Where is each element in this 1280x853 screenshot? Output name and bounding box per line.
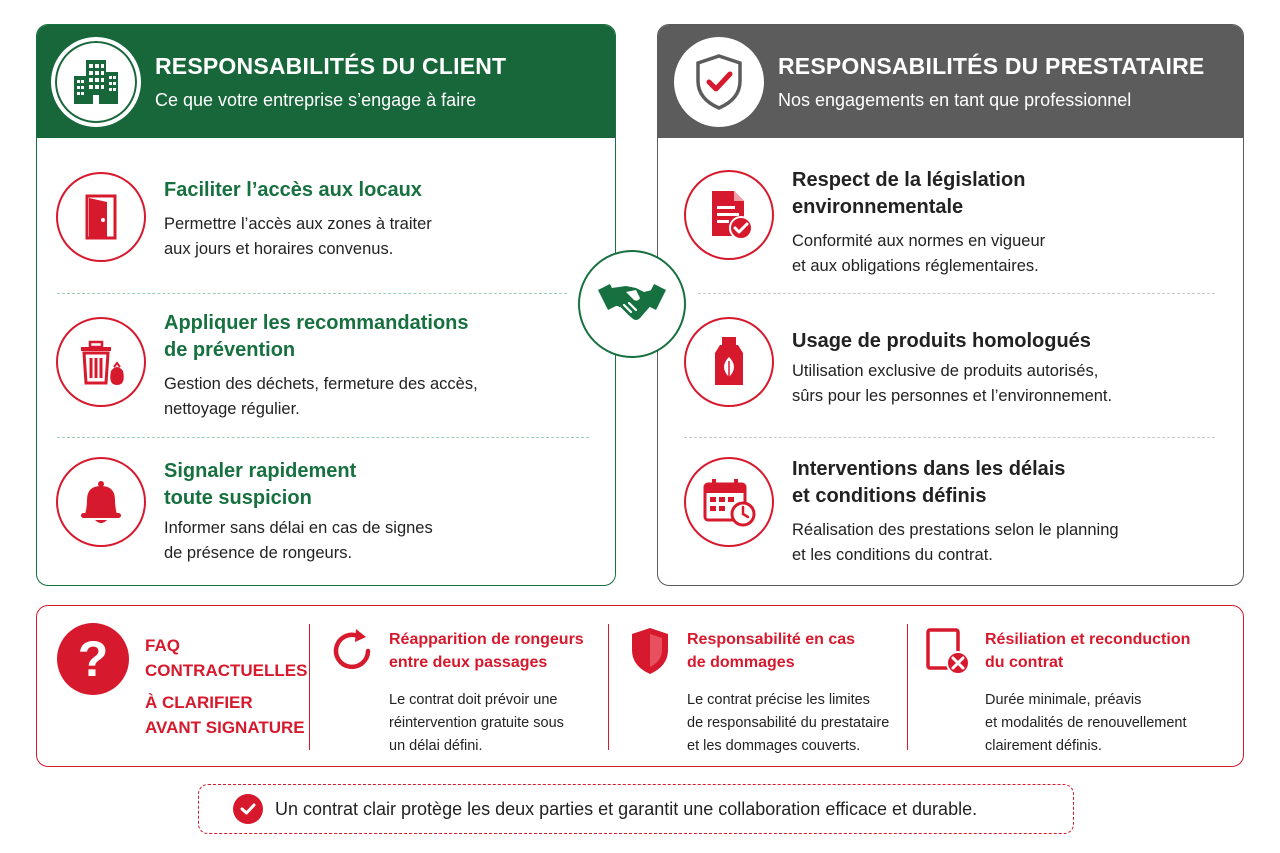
faq-separator bbox=[309, 624, 310, 750]
prestataire-item-desc-line: Réalisation des prestations selon le planning bbox=[792, 521, 1119, 539]
faq-item-desc-line: réintervention gratuite sous bbox=[389, 715, 564, 731]
faq-item-desc-line: Durée minimale, préavis bbox=[985, 692, 1142, 708]
prestataire-item-desc-line: sûrs pour les personnes et l’environnement. bbox=[792, 387, 1113, 405]
faq-item-desc-line: de responsabilité du prestataire bbox=[687, 715, 890, 731]
client-item-title: Appliquer les recommandations bbox=[164, 312, 469, 334]
door-icon bbox=[56, 172, 146, 262]
faq-subtitle: AVANT SIGNATURE bbox=[145, 718, 305, 737]
prestataire-item-desc-line: Utilisation exclusive de produits autorisés, bbox=[792, 362, 1099, 380]
faq-item-title: Réapparition de rongeurs bbox=[389, 631, 584, 648]
divider bbox=[57, 437, 589, 438]
faq-item-termination bbox=[923, 624, 1223, 754]
client-header bbox=[37, 25, 615, 138]
divider bbox=[698, 293, 1215, 294]
faq-separator bbox=[608, 624, 609, 750]
prestataire-item-title: Interventions dans les délais bbox=[792, 458, 1066, 480]
client-item-desc-line: Informer sans délai en cas de signes bbox=[164, 519, 433, 537]
refresh-icon bbox=[327, 626, 377, 676]
client-panel bbox=[36, 24, 616, 586]
prestataire-item-desc-line: et aux obligations réglementaires. bbox=[792, 257, 1039, 275]
divider bbox=[57, 293, 567, 294]
calendar-clock-icon bbox=[684, 457, 774, 547]
shield-icon bbox=[625, 626, 675, 676]
bell-icon bbox=[56, 457, 146, 547]
prestataire-header bbox=[658, 25, 1243, 138]
faq-item-title: Résiliation et reconduction bbox=[985, 631, 1191, 648]
divider bbox=[684, 437, 1215, 438]
check-circle-icon bbox=[233, 794, 263, 824]
faq-item-title: entre deux passages bbox=[389, 654, 548, 671]
prestataire-item-desc-line: Conformité aux normes en vigueur bbox=[792, 232, 1046, 250]
footer-note bbox=[198, 784, 1074, 834]
faq-item-desc-line: un délai défini. bbox=[389, 738, 483, 754]
prestataire-item-title: environnementale bbox=[792, 196, 964, 218]
client-item-desc-line: de présence de rongeurs. bbox=[164, 544, 353, 562]
handshake-icon bbox=[578, 250, 686, 358]
shield-check-icon bbox=[674, 37, 764, 127]
faq-header bbox=[57, 623, 327, 748]
client-item-title: Faciliter l’accès aux locaux bbox=[164, 179, 422, 201]
faq-item-title: du contrat bbox=[985, 654, 1064, 671]
building-icon bbox=[51, 37, 141, 127]
faq-item-damages bbox=[625, 624, 915, 754]
faq-item-desc-line: Le contrat précise les limites bbox=[687, 692, 870, 708]
faq-item-desc-line: et modalités de renouvellement bbox=[985, 715, 1187, 731]
client-item-desc-line: aux jours et horaires convenus. bbox=[164, 240, 394, 258]
faq-item-desc-line: et les dommages couverts. bbox=[687, 738, 861, 754]
client-item-desc-line: nettoyage régulier. bbox=[164, 400, 300, 418]
client-item-title: Signaler rapidement bbox=[164, 460, 357, 482]
prestataire-item-title: Respect de la législation bbox=[792, 169, 1026, 191]
faq-item-reappearance bbox=[327, 624, 617, 754]
question-icon: ? bbox=[57, 623, 129, 695]
prestataire-panel bbox=[657, 24, 1244, 586]
prestataire-item-title: Usage de produits homologués bbox=[792, 330, 1091, 352]
faq-item-title: Responsabilité en cas bbox=[687, 631, 856, 648]
faq-item-desc-line: clairement définis. bbox=[985, 738, 1102, 754]
client-subtitle: Ce que votre entreprise s’engage à faire bbox=[155, 89, 477, 110]
faq-title: CONTRACTUELLES bbox=[145, 661, 308, 680]
document-cancel-icon bbox=[923, 626, 973, 676]
document-check-icon bbox=[684, 170, 774, 260]
faq-subtitle: À CLARIFIER bbox=[145, 693, 253, 712]
client-item-title: de prévention bbox=[164, 339, 296, 361]
faq-item-title: de dommages bbox=[687, 654, 795, 671]
client-title: RESPONSABILITÉS DU CLIENT bbox=[155, 52, 507, 79]
trash-bin-icon bbox=[56, 317, 146, 407]
faq-item-desc-line: Le contrat doit prévoir une bbox=[389, 692, 558, 708]
prestataire-item-desc-line: et les conditions du contrat. bbox=[792, 546, 993, 564]
product-bottle-icon bbox=[684, 317, 774, 407]
faq-title: FAQ bbox=[145, 636, 180, 655]
prestataire-title: RESPONSABILITÉS DU PRESTATAIRE bbox=[778, 52, 1205, 79]
client-item-desc-line: Gestion des déchets, fermeture des accès, bbox=[164, 375, 478, 393]
prestataire-item-title: et conditions définis bbox=[792, 485, 987, 507]
footer-text: Un contrat clair protège les deux parties et garantit une collaboration efficace et durable. bbox=[275, 798, 978, 819]
client-item-title: toute suspicion bbox=[164, 487, 312, 509]
faq-section bbox=[36, 605, 1244, 767]
faq-separator bbox=[907, 624, 908, 750]
client-item-desc-line: Permettre l’accès aux zones à traiter bbox=[164, 215, 432, 233]
prestataire-subtitle: Nos engagements en tant que professionnel bbox=[778, 89, 1132, 110]
